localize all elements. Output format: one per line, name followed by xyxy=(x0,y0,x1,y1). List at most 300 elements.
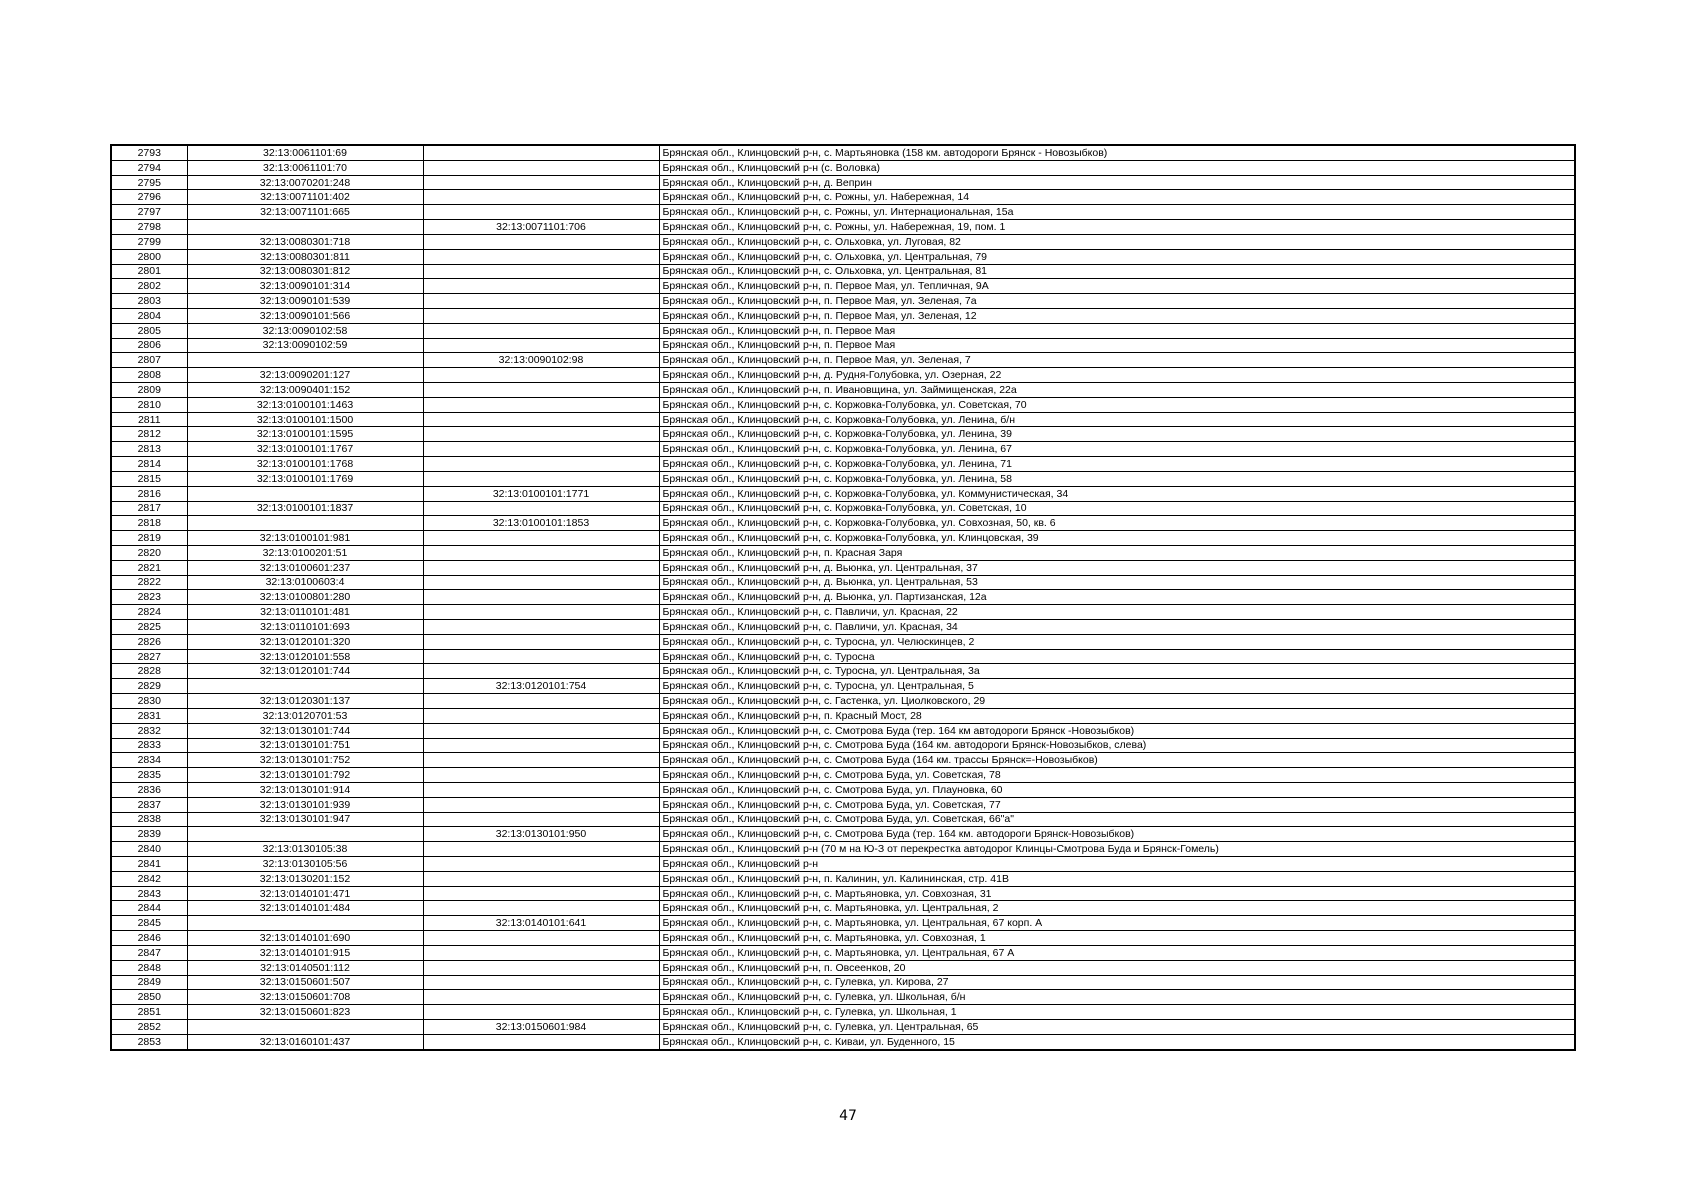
table-row xyxy=(111,605,1575,620)
row-number-cell: 2805 xyxy=(111,323,187,338)
cadastral-number-alt-cell xyxy=(423,294,659,309)
address-cell: Брянская обл., Клинцовский р-н, с. Ольховка, ул. Центральная, 79 xyxy=(659,249,1575,264)
address-cell: Брянская обл., Клинцовский р-н, с. Павличи, ул. Красная, 34 xyxy=(659,620,1575,635)
table-row xyxy=(111,679,1575,694)
cadastral-number-alt-cell xyxy=(423,412,659,427)
cadastral-number-cell xyxy=(187,486,423,501)
cadastral-number-alt-cell: 32:13:0120101:754 xyxy=(423,679,659,694)
cadastral-number-alt-cell xyxy=(423,945,659,960)
cadastral-number-cell xyxy=(187,353,423,368)
row-number-cell: 2835 xyxy=(111,768,187,783)
address-cell: Брянская обл., Клинцовский р-н, с. Рожны, ул. Интернациональная, 15а xyxy=(659,205,1575,220)
cadastral-number-cell: 32:13:0160101:437 xyxy=(187,1034,423,1049)
table-row xyxy=(111,945,1575,960)
address-cell: Брянская обл., Клинцовский р-н, п. Первое Мая, ул. Зеленая, 7а xyxy=(659,294,1575,309)
cadastral-number-cell xyxy=(187,679,423,694)
cadastral-number-cell xyxy=(187,220,423,235)
table-row xyxy=(111,412,1575,427)
cadastral-number-alt-cell xyxy=(423,545,659,560)
cadastral-number-cell: 32:13:0080301:811 xyxy=(187,249,423,264)
table-row xyxy=(111,768,1575,783)
cadastral-number-alt-cell xyxy=(423,1005,659,1020)
row-number-cell: 2845 xyxy=(111,916,187,931)
cadastral-number-alt-cell xyxy=(423,931,659,946)
address-cell: Брянская обл., Клинцовский р-н, д. Рудня-Голубовка, ул. Озерная, 22 xyxy=(659,368,1575,383)
address-cell: Брянская обл., Клинцовский р-н, с. Коржовка-Голубовка, ул. Ленина, 71 xyxy=(659,457,1575,472)
row-number-cell: 2833 xyxy=(111,738,187,753)
table-row xyxy=(111,175,1575,190)
cadastral-number-cell: 32:13:0100101:1463 xyxy=(187,397,423,412)
cadastral-number-alt-cell xyxy=(423,234,659,249)
table-row xyxy=(111,857,1575,872)
table-row xyxy=(111,649,1575,664)
cadastral-number-cell: 32:13:0110101:693 xyxy=(187,620,423,635)
address-cell: Брянская обл., Клинцовский р-н, с. Туросна, ул. Челюскинцев, 2 xyxy=(659,634,1575,649)
address-cell: Брянская обл., Клинцовский р-н, с. Коржовка-Голубовка, ул. Советская, 10 xyxy=(659,501,1575,516)
table-row xyxy=(111,145,1575,160)
cadastral-number-alt-cell xyxy=(423,338,659,353)
table-row xyxy=(111,560,1575,575)
cadastral-number-cell: 32:13:0090101:566 xyxy=(187,308,423,323)
row-number-cell: 2827 xyxy=(111,649,187,664)
cadastral-number-cell: 32:13:0140101:915 xyxy=(187,945,423,960)
address-cell: Брянская обл., Клинцовский р-н (с. Воловка) xyxy=(659,160,1575,175)
table-row xyxy=(111,797,1575,812)
address-cell: Брянская обл., Клинцовский р-н, п. Красная Заря xyxy=(659,545,1575,560)
address-cell: Брянская обл., Клинцовский р-н, д. Вьюнка, ул. Центральная, 53 xyxy=(659,575,1575,590)
cadastral-number-alt-cell xyxy=(423,753,659,768)
cadastral-number-alt-cell xyxy=(423,249,659,264)
cadastral-number-cell: 32:13:0130105:56 xyxy=(187,857,423,872)
cadastral-number-cell: 32:13:0080301:718 xyxy=(187,234,423,249)
cadastral-number-alt-cell xyxy=(423,471,659,486)
row-number-cell: 2826 xyxy=(111,634,187,649)
table-row xyxy=(111,471,1575,486)
cadastral-number-alt-cell: 32:13:0150601:984 xyxy=(423,1019,659,1034)
cadastral-number-alt-cell xyxy=(423,797,659,812)
table-row xyxy=(111,812,1575,827)
address-cell: Брянская обл., Клинцовский р-н, с. Коржовка-Голубовка, ул. Клинцовская, 39 xyxy=(659,531,1575,546)
table-row xyxy=(111,516,1575,531)
table-row xyxy=(111,427,1575,442)
address-cell: Брянская обл., Клинцовский р-н, с. Павличи, ул. Красная, 22 xyxy=(659,605,1575,620)
row-number-cell: 2799 xyxy=(111,234,187,249)
address-cell: Брянская обл., Клинцовский р-н, с. Коржовка-Голубовка, ул. Коммунистическая, 34 xyxy=(659,486,1575,501)
address-cell: Брянская обл., Клинцовский р-н, с. Смотрова Буда (164 км. автодороги Брянск-Новозыбков, слева) xyxy=(659,738,1575,753)
table-row xyxy=(111,708,1575,723)
cadastral-number-alt-cell xyxy=(423,175,659,190)
table-row xyxy=(111,442,1575,457)
cadastral-number-cell: 32:13:0071101:402 xyxy=(187,190,423,205)
row-number-cell: 2802 xyxy=(111,279,187,294)
cadastral-number-alt-cell: 32:13:0100101:1771 xyxy=(423,486,659,501)
table-row xyxy=(111,353,1575,368)
address-cell: Брянская обл., Клинцовский р-н, с. Киваи, ул. Буденного, 15 xyxy=(659,1034,1575,1049)
address-cell: Брянская обл., Клинцовский р-н, с. Коржовка-Голубовка, ул. Ленина, б/н xyxy=(659,412,1575,427)
row-number-cell: 2846 xyxy=(111,931,187,946)
registry-table xyxy=(110,144,1576,1051)
page-number: 47 xyxy=(839,1108,857,1124)
address-cell: Брянская обл., Клинцовский р-н, д. Вьюнка, ул. Партизанская, 12а xyxy=(659,590,1575,605)
row-number-cell: 2798 xyxy=(111,220,187,235)
table-row xyxy=(111,620,1575,635)
address-cell: Брянская обл., Клинцовский р-н, с. Коржовка-Голубовка, ул. Ленина, 67 xyxy=(659,442,1575,457)
cadastral-number-cell: 32:13:0130101:744 xyxy=(187,723,423,738)
cadastral-number-cell: 32:13:0090401:152 xyxy=(187,383,423,398)
cadastral-number-cell xyxy=(187,827,423,842)
cadastral-number-cell: 32:13:0070201:248 xyxy=(187,175,423,190)
cadastral-number-cell: 32:13:0120101:744 xyxy=(187,664,423,679)
address-cell: Брянская обл., Клинцовский р-н, с. Смотрова Буда, ул. Советская, 66"а" xyxy=(659,812,1575,827)
table-row xyxy=(111,738,1575,753)
cadastral-number-cell xyxy=(187,1019,423,1034)
row-number-cell: 2840 xyxy=(111,842,187,857)
cadastral-number-alt-cell xyxy=(423,605,659,620)
address-cell: Брянская обл., Клинцовский р-н, с. Коржовка-Голубовка, ул. Ленина, 39 xyxy=(659,427,1575,442)
table-row xyxy=(111,160,1575,175)
cadastral-number-alt-cell xyxy=(423,738,659,753)
cadastral-number-alt-cell xyxy=(423,590,659,605)
cadastral-number-cell: 32:13:0100101:1769 xyxy=(187,471,423,486)
cadastral-number-cell: 32:13:0100101:981 xyxy=(187,531,423,546)
table-row xyxy=(111,338,1575,353)
table-row xyxy=(111,575,1575,590)
cadastral-number-cell: 32:13:0100101:1500 xyxy=(187,412,423,427)
table-row xyxy=(111,368,1575,383)
cadastral-number-alt-cell xyxy=(423,886,659,901)
address-cell: Брянская обл., Клинцовский р-н, с. Смотрова Буда, ул. Советская, 78 xyxy=(659,768,1575,783)
cadastral-number-alt-cell xyxy=(423,190,659,205)
table-row xyxy=(111,1005,1575,1020)
table-row xyxy=(111,886,1575,901)
cadastral-number-cell: 32:13:0130101:947 xyxy=(187,812,423,827)
address-cell: Брянская обл., Клинцовский р-н, с. Гулевка, ул. Кирова, 27 xyxy=(659,975,1575,990)
cadastral-number-alt-cell xyxy=(423,323,659,338)
row-number-cell: 2823 xyxy=(111,590,187,605)
cadastral-number-alt-cell xyxy=(423,723,659,738)
row-number-cell: 2836 xyxy=(111,782,187,797)
address-cell: Брянская обл., Клинцовский р-н, п. Первое Мая, ул. Тепличная, 9А xyxy=(659,279,1575,294)
cadastral-number-cell: 32:13:0130105:38 xyxy=(187,842,423,857)
address-cell: Брянская обл., Клинцовский р-н, с. Коржовка-Голубовка, ул. Советская, 70 xyxy=(659,397,1575,412)
row-number-cell: 2804 xyxy=(111,308,187,323)
address-cell: Брянская обл., Клинцовский р-н, с. Мартьяновка, ул. Центральная, 67 корп. А xyxy=(659,916,1575,931)
cadastral-number-alt-cell xyxy=(423,901,659,916)
row-number-cell: 2841 xyxy=(111,857,187,872)
address-cell: Брянская обл., Клинцовский р-н, с. Рожны, ул. Набережная, 14 xyxy=(659,190,1575,205)
address-cell: Брянская обл., Клинцовский р-н, с. Мартьяновка, ул. Центральная, 67 А xyxy=(659,945,1575,960)
cadastral-number-cell: 32:13:0120101:320 xyxy=(187,634,423,649)
cadastral-number-alt-cell xyxy=(423,279,659,294)
address-cell: Брянская обл., Клинцовский р-н, с. Смотрова Буда, ул. Плауновка, 60 xyxy=(659,782,1575,797)
row-number-cell: 2797 xyxy=(111,205,187,220)
row-number-cell: 2828 xyxy=(111,664,187,679)
row-number-cell: 2814 xyxy=(111,457,187,472)
row-number-cell: 2796 xyxy=(111,190,187,205)
cadastral-number-cell: 32:13:0100101:1837 xyxy=(187,501,423,516)
table-row xyxy=(111,960,1575,975)
table-row xyxy=(111,901,1575,916)
cadastral-number-cell: 32:13:0120701:53 xyxy=(187,708,423,723)
cadastral-number-cell: 32:13:0120301:137 xyxy=(187,694,423,709)
cadastral-number-cell: 32:13:0140101:690 xyxy=(187,931,423,946)
cadastral-number-cell: 32:13:0100101:1595 xyxy=(187,427,423,442)
cadastral-number-alt-cell xyxy=(423,960,659,975)
table-row xyxy=(111,457,1575,472)
cadastral-number-cell: 32:13:0090101:539 xyxy=(187,294,423,309)
cadastral-number-cell: 32:13:0100603:4 xyxy=(187,575,423,590)
row-number-cell: 2831 xyxy=(111,708,187,723)
cadastral-number-alt-cell xyxy=(423,782,659,797)
cadastral-number-cell: 32:13:0150601:708 xyxy=(187,990,423,1005)
row-number-cell: 2809 xyxy=(111,383,187,398)
cadastral-number-cell: 32:13:0061101:69 xyxy=(187,145,423,160)
row-number-cell: 2800 xyxy=(111,249,187,264)
address-cell: Брянская обл., Клинцовский р-н, с. Ольховка, ул. Центральная, 81 xyxy=(659,264,1575,279)
address-cell: Брянская обл., Клинцовский р-н xyxy=(659,857,1575,872)
address-cell: Брянская обл., Клинцовский р-н, с. Смотрова Буда, ул. Советская, 77 xyxy=(659,797,1575,812)
address-cell: Брянская обл., Клинцовский р-н, п. Первое Мая, ул. Зеленая, 7 xyxy=(659,353,1575,368)
cadastral-number-alt-cell xyxy=(423,442,659,457)
row-number-cell: 2849 xyxy=(111,975,187,990)
cadastral-number-alt-cell xyxy=(423,205,659,220)
row-number-cell: 2852 xyxy=(111,1019,187,1034)
cadastral-number-cell: 32:13:0150601:507 xyxy=(187,975,423,990)
cadastral-number-cell: 32:13:0090102:59 xyxy=(187,338,423,353)
cadastral-number-cell: 32:13:0090102:58 xyxy=(187,323,423,338)
address-cell: Брянская обл., Клинцовский р-н, с. Гулевка, ул. Школьная, 1 xyxy=(659,1005,1575,1020)
cadastral-number-cell: 32:13:0120101:558 xyxy=(187,649,423,664)
row-number-cell: 2824 xyxy=(111,605,187,620)
cadastral-number-alt-cell: 32:13:0140101:641 xyxy=(423,916,659,931)
row-number-cell: 2810 xyxy=(111,397,187,412)
row-number-cell: 2807 xyxy=(111,353,187,368)
address-cell: Брянская обл., Клинцовский р-н, д. Веприн xyxy=(659,175,1575,190)
cadastral-number-alt-cell xyxy=(423,812,659,827)
cadastral-number-cell: 32:13:0130201:152 xyxy=(187,871,423,886)
address-cell: Брянская обл., Клинцовский р-н, п. Калинин, ул. Калининская, стр. 41В xyxy=(659,871,1575,886)
row-number-cell: 2812 xyxy=(111,427,187,442)
row-number-cell: 2822 xyxy=(111,575,187,590)
table-row xyxy=(111,782,1575,797)
table-row xyxy=(111,486,1575,501)
table-row xyxy=(111,545,1575,560)
cadastral-number-cell: 32:13:0130101:939 xyxy=(187,797,423,812)
table-row xyxy=(111,190,1575,205)
cadastral-number-cell: 32:13:0130101:751 xyxy=(187,738,423,753)
cadastral-number-cell xyxy=(187,516,423,531)
table-row xyxy=(111,827,1575,842)
address-cell: Брянская обл., Клинцовский р-н, д. Вьюнка, ул. Центральная, 37 xyxy=(659,560,1575,575)
cadastral-number-alt-cell: 32:13:0071101:706 xyxy=(423,220,659,235)
cadastral-number-alt-cell xyxy=(423,427,659,442)
cadastral-number-cell: 32:13:0140501:112 xyxy=(187,960,423,975)
table-row xyxy=(111,916,1575,931)
address-cell: Брянская обл., Клинцовский р-н, с. Мартьяновка, ул. Совхозная, 31 xyxy=(659,886,1575,901)
row-number-cell: 2817 xyxy=(111,501,187,516)
cadastral-number-alt-cell xyxy=(423,1034,659,1049)
cadastral-number-alt-cell: 32:13:0130101:950 xyxy=(423,827,659,842)
cadastral-number-alt-cell xyxy=(423,620,659,635)
cadastral-number-alt-cell xyxy=(423,694,659,709)
table-row xyxy=(111,634,1575,649)
cadastral-number-cell: 32:13:0090101:314 xyxy=(187,279,423,294)
cadastral-number-alt-cell xyxy=(423,768,659,783)
address-cell: Брянская обл., Клинцовский р-н, п. Первое Мая xyxy=(659,323,1575,338)
cadastral-number-alt-cell xyxy=(423,708,659,723)
table-row xyxy=(111,294,1575,309)
row-number-cell: 2834 xyxy=(111,753,187,768)
cadastral-number-cell: 32:13:0100201:51 xyxy=(187,545,423,560)
row-number-cell: 2837 xyxy=(111,797,187,812)
table-row xyxy=(111,531,1575,546)
table-row xyxy=(111,383,1575,398)
cadastral-number-alt-cell: 32:13:0100101:1853 xyxy=(423,516,659,531)
address-cell: Брянская обл., Клинцовский р-н, с. Гулевка, ул. Центральная, 65 xyxy=(659,1019,1575,1034)
cadastral-number-cell: 32:13:0140101:484 xyxy=(187,901,423,916)
row-number-cell: 2842 xyxy=(111,871,187,886)
address-cell: Брянская обл., Клинцовский р-н, с. Туросна xyxy=(659,649,1575,664)
row-number-cell: 2819 xyxy=(111,531,187,546)
cadastral-number-alt-cell xyxy=(423,664,659,679)
table-row xyxy=(111,590,1575,605)
table-row xyxy=(111,323,1575,338)
row-number-cell: 2848 xyxy=(111,960,187,975)
row-number-cell: 2795 xyxy=(111,175,187,190)
table-row xyxy=(111,975,1575,990)
cadastral-number-alt-cell xyxy=(423,990,659,1005)
table-row xyxy=(111,308,1575,323)
cadastral-number-cell: 32:13:0071101:665 xyxy=(187,205,423,220)
table-row xyxy=(111,753,1575,768)
cadastral-number-alt-cell xyxy=(423,501,659,516)
address-cell: Брянская обл., Клинцовский р-н, с. Ольховка, ул. Луговая, 82 xyxy=(659,234,1575,249)
table-row xyxy=(111,931,1575,946)
row-number-cell: 2803 xyxy=(111,294,187,309)
cadastral-number-alt-cell: 32:13:0090102:98 xyxy=(423,353,659,368)
cadastral-number-alt-cell xyxy=(423,145,659,160)
table-row xyxy=(111,397,1575,412)
cadastral-number-cell: 32:13:0130101:914 xyxy=(187,782,423,797)
row-number-cell: 2794 xyxy=(111,160,187,175)
table-row xyxy=(111,990,1575,1005)
cadastral-number-alt-cell xyxy=(423,383,659,398)
row-number-cell: 2847 xyxy=(111,945,187,960)
address-cell: Брянская обл., Клинцовский р-н, с. Смотрова Буда (тер. 164 км автодороги Брянск -Новозыбков) xyxy=(659,723,1575,738)
row-number-cell: 2839 xyxy=(111,827,187,842)
row-number-cell: 2844 xyxy=(111,901,187,916)
table-row xyxy=(111,1034,1575,1049)
address-cell: Брянская обл., Клинцовский р-н, с. Гастенка, ул. Циолковского, 29 xyxy=(659,694,1575,709)
address-cell: Брянская обл., Клинцовский р-н, с. Коржовка-Голубовка, ул. Ленина, 58 xyxy=(659,471,1575,486)
row-number-cell: 2851 xyxy=(111,1005,187,1020)
cadastral-number-cell: 32:13:0140101:471 xyxy=(187,886,423,901)
table-row xyxy=(111,871,1575,886)
row-number-cell: 2830 xyxy=(111,694,187,709)
table-row xyxy=(111,279,1575,294)
table-row xyxy=(111,501,1575,516)
cadastral-number-cell: 32:13:0100101:1767 xyxy=(187,442,423,457)
cadastral-number-cell: 32:13:0130101:752 xyxy=(187,753,423,768)
cadastral-number-alt-cell xyxy=(423,575,659,590)
address-cell: Брянская обл., Клинцовский р-н, с. Туросна, ул. Центральная, 5 xyxy=(659,679,1575,694)
cadastral-number-cell: 32:13:0100101:1768 xyxy=(187,457,423,472)
row-number-cell: 2793 xyxy=(111,145,187,160)
cadastral-number-alt-cell xyxy=(423,857,659,872)
table-row xyxy=(111,664,1575,679)
table-row xyxy=(111,1019,1575,1034)
cadastral-number-cell xyxy=(187,916,423,931)
cadastral-number-alt-cell xyxy=(423,457,659,472)
cadastral-number-cell: 32:13:0100801:280 xyxy=(187,590,423,605)
cadastral-number-alt-cell xyxy=(423,634,659,649)
address-cell: Брянская обл., Клинцовский р-н, с. Мартьяновка, ул. Совхозная, 1 xyxy=(659,931,1575,946)
table-row xyxy=(111,220,1575,235)
row-number-cell: 2806 xyxy=(111,338,187,353)
address-cell: Брянская обл., Клинцовский р-н, с. Рожны, ул. Набережная, 19, пом. 1 xyxy=(659,220,1575,235)
cadastral-number-cell: 32:13:0090201:127 xyxy=(187,368,423,383)
cadastral-number-cell: 32:13:0150601:823 xyxy=(187,1005,423,1020)
address-cell: Брянская обл., Клинцовский р-н, с. Коржовка-Голубовка, ул. Совхозная, 50, кв. 6 xyxy=(659,516,1575,531)
cadastral-number-cell: 32:13:0130101:792 xyxy=(187,768,423,783)
cadastral-number-cell: 32:13:0100601:237 xyxy=(187,560,423,575)
table-row xyxy=(111,842,1575,857)
address-cell: Брянская обл., Клинцовский р-н, п. Первое Мая, ул. Зеленая, 12 xyxy=(659,308,1575,323)
row-number-cell: 2825 xyxy=(111,620,187,635)
address-cell: Брянская обл., Клинцовский р-н, п. Первое Мая xyxy=(659,338,1575,353)
cadastral-number-cell: 32:13:0061101:70 xyxy=(187,160,423,175)
row-number-cell: 2815 xyxy=(111,471,187,486)
row-number-cell: 2801 xyxy=(111,264,187,279)
address-cell: Брянская обл., Клинцовский р-н, с. Мартьяновка, ул. Центральная, 2 xyxy=(659,901,1575,916)
cadastral-number-alt-cell xyxy=(423,842,659,857)
table-row xyxy=(111,264,1575,279)
row-number-cell: 2820 xyxy=(111,545,187,560)
row-number-cell: 2821 xyxy=(111,560,187,575)
row-number-cell: 2829 xyxy=(111,679,187,694)
row-number-cell: 2832 xyxy=(111,723,187,738)
cadastral-number-alt-cell xyxy=(423,560,659,575)
cadastral-number-alt-cell xyxy=(423,308,659,323)
address-cell: Брянская обл., Клинцовский р-н, с. Смотрова Буда (тер. 164 км. автодороги Брянск-Новозыбков) xyxy=(659,827,1575,842)
cadastral-number-cell: 32:13:0110101:481 xyxy=(187,605,423,620)
cadastral-number-alt-cell xyxy=(423,531,659,546)
cadastral-number-alt-cell xyxy=(423,264,659,279)
table-row xyxy=(111,205,1575,220)
cadastral-number-alt-cell xyxy=(423,649,659,664)
cadastral-number-alt-cell xyxy=(423,160,659,175)
address-cell: Брянская обл., Клинцовский р-н, п. Овсеенков, 20 xyxy=(659,960,1575,975)
row-number-cell: 2808 xyxy=(111,368,187,383)
row-number-cell: 2818 xyxy=(111,516,187,531)
row-number-cell: 2843 xyxy=(111,886,187,901)
cadastral-number-cell: 32:13:0080301:812 xyxy=(187,264,423,279)
address-cell: Брянская обл., Клинцовский р-н, с. Смотрова Буда (164 км. трассы Брянск=-Новозыбков) xyxy=(659,753,1575,768)
table-row xyxy=(111,234,1575,249)
address-cell: Брянская обл., Клинцовский р-н, с. Гулевка, ул. Школьная, б/н xyxy=(659,990,1575,1005)
cadastral-number-alt-cell xyxy=(423,368,659,383)
address-cell: Брянская обл., Клинцовский р-н, с. Мартьяновка (158 км. автодороги Брянск - Новозыбков) xyxy=(659,145,1575,160)
cadastral-number-alt-cell xyxy=(423,397,659,412)
table-row xyxy=(111,723,1575,738)
row-number-cell: 2850 xyxy=(111,990,187,1005)
table-row xyxy=(111,249,1575,264)
address-cell: Брянская обл., Клинцовский р-н, п. Ивановщина, ул. Займищенская, 22а xyxy=(659,383,1575,398)
table-row xyxy=(111,694,1575,709)
cadastral-number-alt-cell xyxy=(423,975,659,990)
row-number-cell: 2813 xyxy=(111,442,187,457)
address-cell: Брянская обл., Клинцовский р-н, с. Туросна, ул. Центральная, 3а xyxy=(659,664,1575,679)
